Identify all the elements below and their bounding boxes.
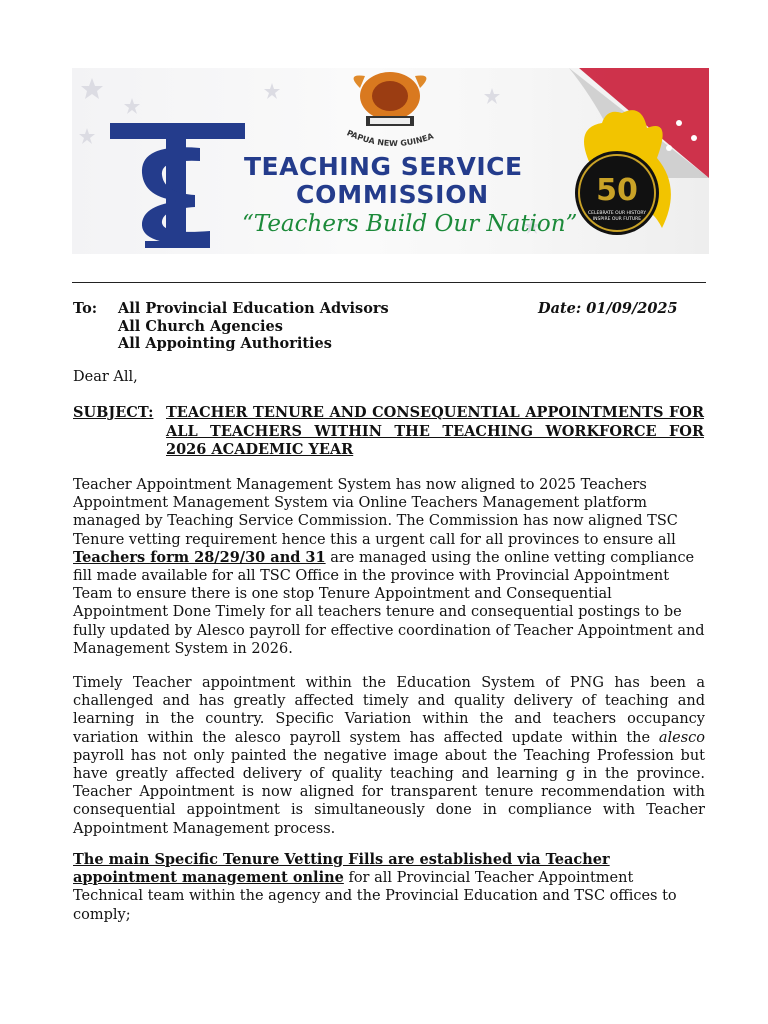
body-paragraph-2: Timely Teacher appointment within the Education System of PNG has been a challenged and has greatly affected timely and quality delivery of teaching and learning in the country. Specific Variation within the and teachers occupancy variation within the alesco payroll system has affected update within the alesco payroll has not only painted the negative image about the Teaching Profession but have greatly affected delivery of quality teaching and learning g in the province. Teacher Appointment is now aligned for transparent tenure recommendation with consequential appointment is simultaneously done in compliance with Teacher Appointment Management process. — [73, 675, 705, 837]
tsc-logo-icon — [110, 123, 245, 248]
badge-text-1: CELEBRATE OUR HISTORY — [588, 211, 646, 216]
org-name-line1: TEACHING SERVICE — [244, 152, 523, 181]
recipient-item: All Appointing Authorities — [118, 335, 332, 352]
org-slogan: “Teachers Build Our Nation” — [242, 211, 578, 237]
subject-text: TEACHER TENURE AND CONSEQUENTIAL APPOINTMENTS FOR ALL TEACHERS WITHIN THE TEACHING WORKFORCE FOR 2026 ACADEMIC YEAR — [166, 404, 704, 458]
form-numbers-highlight: Teachers form 28/29/30 and 31 — [73, 548, 326, 566]
badge-text-2: INSPIRE OUR FUTURE — [592, 217, 642, 222]
memo-date: Date: 01/09/2025 — [538, 300, 678, 317]
org-name-line2: COMMISSION — [296, 180, 490, 209]
vetting-fills-highlight: The main Specific Tenure Vetting Fills are established via Teacher appointment management online — [73, 851, 610, 887]
recipient-item: All Church Agencies — [118, 317, 283, 335]
fifty-years-badge — [562, 108, 682, 248]
subject-label: SUBJECT: — [73, 404, 154, 421]
letterhead-banner — [72, 68, 709, 254]
to-label: To: — [73, 300, 98, 317]
alesco-italic: alesco — [658, 729, 705, 746]
body-paragraph-1: Teacher Appointment Management System has now aligned to 2025 Teachers Appointment Management System via Online Teachers Management platform managed by Teaching Service Commission. The Commission has now aligned TSC Tenure vetting requirement hence this a urgent call for all provinces to ensure all Teachers form 28/29/30 and 31 are managed using the online vetting compliance fill made available for all TSC Office in the province with Provincial Appointment Team to ensure there is one stop Tenure Appointment and Consequential Appointment Done Timely for all teachers tenure and consequential postings to be fully updated by Alesco payroll for effective coordination of Teacher Appointment and Management System in 2026. — [73, 477, 705, 657]
country-name: PAPUA NEW GUINEA — [345, 128, 435, 149]
body-paragraph-3: The main Specific Tenure Vetting Fills are established via Teacher appointment management online for all Provincial Teacher Appointment Technical team within the agency and the Provincial Education and TSC offices to comply; — [73, 851, 677, 923]
salutation: Dear All, — [73, 369, 138, 385]
svg-text:PAPUA NEW GUINEA — [345, 128, 435, 148]
badge-number: 50 — [596, 173, 638, 208]
recipient-list — [118, 300, 389, 353]
header-divider — [72, 282, 706, 283]
recipient-item: All Provincial Education Advisors — [118, 300, 389, 317]
